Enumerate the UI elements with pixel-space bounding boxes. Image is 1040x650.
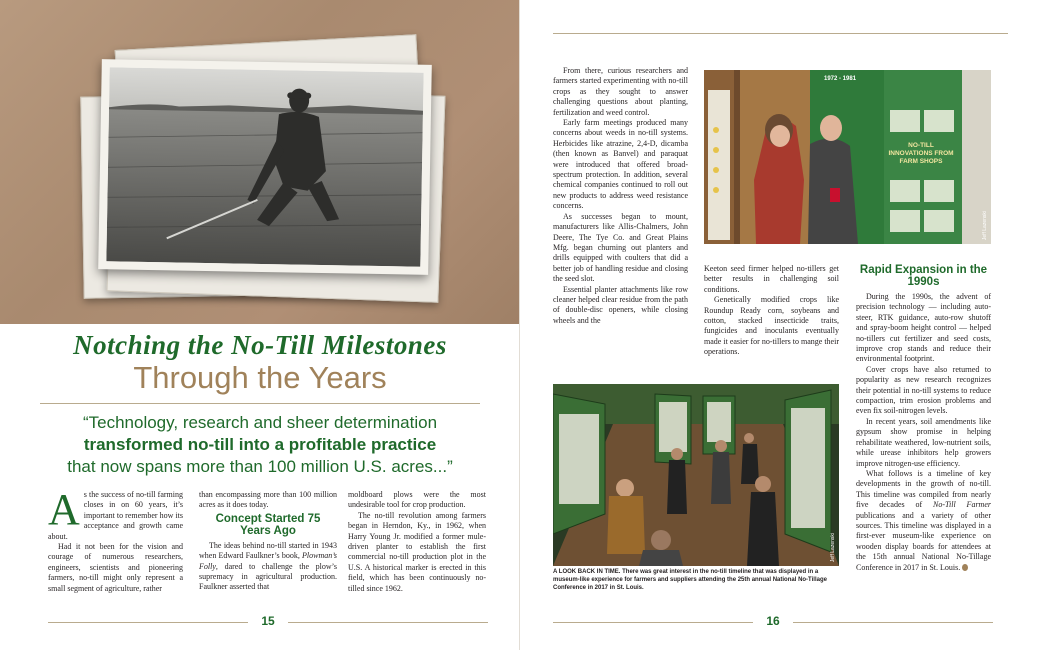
rcol3-paragraph-2: Cover crops have also returned to popularity as new research recognizes their potential in no-till systems to reduce compaction, trim erosion problems and even fix soil-nitrogen levels. bbox=[856, 364, 991, 416]
end-mark-icon bbox=[962, 564, 968, 571]
right-page bbox=[520, 0, 1040, 650]
col2-paragraph-1: than encompassing more than 100 million acres as it does today. bbox=[199, 490, 337, 510]
rcol1-paragraph-2: Early farm meetings produced many concerns about weeds in no-till systems. Herbicides like atrazine, 2,4-D, dicamba (then known as Banvel) and paraquat were introduced that offered broad-spectrum protection. In addition, several chemical companies continued to roll out new products to address weed resistance concerns. bbox=[553, 118, 688, 211]
article-title-sub: Through the Years bbox=[133, 360, 387, 395]
col1-paragraph-1: s the success of no-till farming closes in on 60 years, it’s important to remember how its acceptance and growth came about. bbox=[48, 490, 183, 541]
right-footer bbox=[520, 614, 1040, 630]
rcol1-paragraph-3: As successes began to mount, manufacturers like Allis-Chalmers, John Deere, The Tye Co. and Great Plains Mfg. began churning out planters and drills equipped with coulters that did a better job of handling residue and closing the seed slot. bbox=[553, 211, 688, 284]
rcol3-paragraph-1: During the 1990s, the advent of precision technology — including auto-steer, RTK guidance, auto-row shutoff and spray-boom height control — helped no-tillers cut fertilizer and seed costs, improve crop stands and reduce their environmental footprint. bbox=[856, 292, 991, 364]
left-column-1 bbox=[48, 485, 183, 594]
page-number-15: 15 bbox=[261, 614, 275, 628]
top-rule bbox=[553, 33, 1008, 34]
pull-quote-line2: transformed no-till into a profitable practice bbox=[83, 435, 437, 454]
footer-rule-right bbox=[288, 622, 488, 623]
rcol2-paragraph-1: Keeton seed firmer helped no-tillers get better results in challenging soil conditions. bbox=[704, 264, 839, 294]
subhead-concept-started: Concept Started 75 Years Ago bbox=[215, 512, 321, 537]
pull-quote-line3: that now spans more than 100 million U.S. acres...” bbox=[67, 457, 453, 476]
exhibit-hall-photo bbox=[553, 384, 839, 566]
page-number-16: 16 bbox=[766, 614, 780, 628]
photo-banner-text: NO-TILL INNOVATIONS FROM FARM SHOPS bbox=[888, 142, 954, 165]
footer-rule-right bbox=[793, 622, 993, 623]
pull-quote bbox=[40, 412, 480, 478]
farmer-kneeling-image bbox=[106, 67, 423, 266]
col3-paragraph-2: The no-till revolution among farmers began in Herndon, Ky., in 1962, when Harry Young Jr. modified a former mule-driven planter to establish the first commercial no-till production plot in the U.S. A historical marker is erected in this field, which has been continuously no-tilled since 1962. bbox=[348, 510, 486, 593]
drop-cap: A bbox=[48, 485, 80, 534]
book-title: Plowman’s Folly bbox=[199, 551, 337, 571]
rcol1-paragraph-4: Essential planter attachments like row cleaner helped clear residue from the path of double-disc openers, while closing wheels and the bbox=[553, 284, 688, 325]
photo-credit-bottom: Jeff Lazenski bbox=[830, 532, 836, 562]
rcol3-paragraph-4: What follows is a timeline of key developments in the growth of no-till. This timeline was compiled from nearly five decades of No-Till Farmer publications and a variety of other sources. This timeline was displayed in a first-ever museum-like experience on wooden display boards for attendees at the 15th annual National No-Tillage Conference in 2017 in St. Louis. bbox=[856, 468, 991, 572]
title-divider bbox=[40, 403, 480, 404]
article-title-script: Notching the No-Till Milestones bbox=[73, 330, 447, 360]
publication-title: No-Till Farmer bbox=[933, 500, 991, 510]
left-footer bbox=[0, 614, 520, 630]
hero-kraft-background bbox=[0, 0, 520, 324]
display-board-photo bbox=[704, 70, 991, 244]
photo-credit-top: Jeff Lazenski bbox=[982, 210, 988, 240]
col2-paragraph-2: The ideas behind no-till started in 1943 when Edward Faulkner’s book, Plowman’s Folly, dared to challenge the plow’s supremacy in agricultural production. Faulkner asserted that bbox=[199, 540, 337, 592]
left-column-3 bbox=[348, 490, 486, 594]
rcol2-paragraph-2: Genetically modified crops like Roundup Ready corn, soybeans and cotton, stacked insecticide traits, fungicides and inoculants eventually made it easier for no-tillers to mange their operations. bbox=[704, 295, 839, 357]
photo-years-label: 1972 - 1981 bbox=[824, 76, 857, 82]
left-column-2 bbox=[199, 490, 337, 593]
exhibit-hall-image bbox=[553, 384, 839, 566]
footer-rule-left bbox=[553, 622, 753, 623]
photo-caption: A LOOK BACK IN TIME. There was great interest in the no-till timeline that was displayed in a museum-like experience for farmers and suppliers attending the 25th annual National No-Tillage Conference in 2017 in St. Louis. bbox=[553, 569, 827, 591]
pull-quote-line1: “Technology, research and sheer determination bbox=[82, 413, 438, 432]
rcol3-paragraph-3: In recent years, soil amendments like gypsum show promise in helping rehabilitate weathered, low-nutrient soils, while urease inhibitors help growers improve nitrogen-use efficiency. bbox=[856, 416, 991, 468]
farmer-photo bbox=[98, 59, 432, 275]
footer-rule-left bbox=[48, 622, 248, 623]
col1-paragraph-2: Had it not been for the vision and courage of numerous researchers, engineers, scientists and pioneering farmers, no-till might only represent a small segment of agriculture, rather bbox=[48, 542, 183, 593]
right-column-2 bbox=[704, 264, 839, 358]
subhead-rapid-expansion: Rapid Expansion in the 1990s bbox=[859, 264, 988, 288]
right-column-3 bbox=[856, 262, 991, 573]
col3-paragraph-1: moldboard plows were the most undesirable tool for crop production. bbox=[348, 490, 486, 510]
right-column-1 bbox=[553, 66, 688, 326]
rcol1-paragraph-1: From there, curious researchers and farmers started experimenting with no-till crops as they sought to answer challenging questions about planting, fertilization and weed control. bbox=[553, 66, 688, 117]
